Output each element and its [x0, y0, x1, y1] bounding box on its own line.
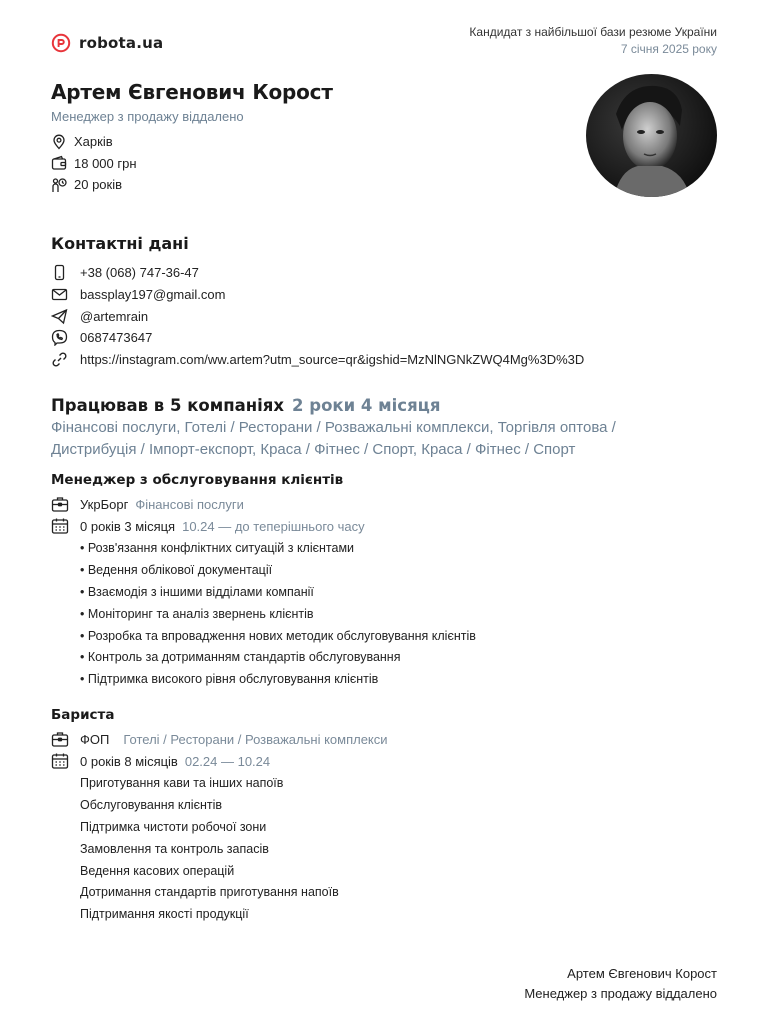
task-item: • Підтримка високого рівня обслуговування клієнтів	[80, 672, 379, 687]
job-company-row	[51, 730, 388, 748]
brand-logo[interactable]	[51, 33, 163, 53]
contacts-heading: Контактні дані	[51, 234, 189, 253]
footer-name: Артем Євгенович Корост	[567, 966, 717, 981]
job-company: УкрБорг	[80, 496, 129, 512]
email-text[interactable]: bassplay197@gmail.com	[80, 287, 226, 303]
age-text: 20 років	[74, 177, 123, 193]
task-item: • Моніторинг та аналіз звернень клієнтів	[80, 606, 314, 621]
task-item: Дотримання стандартів приготування напоїв	[80, 885, 339, 900]
briefcase-icon	[51, 730, 69, 748]
experience-duration: 2 роки 4 місяця	[292, 396, 441, 415]
job-tasks	[80, 538, 476, 691]
brand-name: robota.ua	[79, 34, 164, 52]
viber-text[interactable]: 0687473647	[80, 330, 153, 346]
experience-heading	[51, 396, 441, 415]
contact-email[interactable]	[51, 284, 584, 306]
telegram-icon	[51, 308, 68, 325]
job-company: ФОП	[80, 731, 110, 747]
job-company-row	[51, 495, 244, 513]
experience-industries: Фінансові послуги, Готелі / Ресторани / Розважальні комплекси, Торгівля оптова / Дистрибуція / Імпорт-експорт, Краса / Фітнес / Спорт, Краса / Фітнес / Спорт	[51, 419, 616, 458]
header-date: 7 січня 2025 року	[620, 42, 717, 56]
city-row	[51, 131, 137, 153]
viber-icon	[51, 329, 68, 346]
job-dates-row	[51, 752, 270, 770]
briefcase-icon	[51, 495, 69, 513]
footer-position: Менеджер з продажу віддалено	[524, 986, 717, 1001]
job-duration: 0 років 8 місяців	[80, 753, 178, 769]
page-footer	[524, 964, 717, 1004]
task-item: • Розв'язання конфліктних ситуацій з клієнтами	[80, 541, 355, 555]
link-text[interactable]: https://instagram.com/ww.artem?utm_source=qr&igshid=MzNlNGNkZWQ4Mg%3D%3D	[80, 352, 585, 368]
contacts-list	[51, 262, 584, 370]
contact-phone[interactable]	[51, 262, 584, 284]
link-icon	[51, 351, 68, 368]
header-tagline: Кандидат з найбільшої бази резюме України	[469, 25, 717, 39]
task-item: • Ведення облікової документації	[80, 562, 273, 577]
profile-meta	[51, 131, 137, 196]
job-duration: 0 років 3 місяця	[80, 518, 176, 534]
job-title: Менеджер з обслуговування клієнтів	[51, 472, 344, 488]
contact-telegram[interactable]	[51, 305, 584, 327]
job-dates-row	[51, 517, 365, 535]
calendar-icon	[51, 517, 69, 535]
age-icon	[51, 177, 67, 193]
task-item: • Взаємодія з іншими відділами компанії	[80, 584, 314, 599]
wallet-icon	[51, 155, 67, 171]
task-item: Замовлення та контроль запасів	[80, 841, 269, 856]
job-title: Бариста	[51, 707, 115, 723]
job-tasks	[80, 773, 339, 926]
job-industry: Готелі / Ресторани / Розважальні комплекси	[123, 731, 388, 747]
task-item: • Контроль за дотриманням стандартів обслуговування	[80, 650, 401, 665]
contact-viber[interactable]	[51, 327, 584, 349]
avatar-photo	[586, 74, 717, 197]
salary-text: 18 000 грн	[74, 155, 137, 171]
task-item: Підтримання якості продукції	[80, 907, 249, 922]
salary-row	[51, 153, 137, 175]
experience-summary: Працював в 5 компаніях	[51, 396, 285, 415]
calendar-icon	[51, 752, 69, 770]
avatar	[586, 74, 717, 197]
phone-text[interactable]: +38 (068) 747-36-47	[80, 265, 199, 281]
candidate-position: Менеджер з продажу віддалено	[51, 109, 244, 124]
mail-icon	[51, 286, 68, 303]
header-info	[469, 24, 717, 58]
task-item: Приготування кави та інших напоїв	[80, 776, 284, 790]
robota-logo-icon	[51, 33, 71, 53]
age-row	[51, 174, 137, 196]
job-industry: Фінансові послуги	[135, 496, 244, 512]
task-item: Підтримка чистоти робочої зони	[80, 819, 267, 834]
job-period: 02.24 — 10.24	[184, 753, 271, 769]
task-item: • Розробка та впровадження нових методик обслуговування клієнтів	[80, 628, 476, 643]
task-item: Ведення касових операцій	[80, 863, 235, 878]
task-item: Обслуговування клієнтів	[80, 797, 222, 812]
phone-icon	[51, 264, 68, 281]
job-period: 10.24 — до теперішнього часу	[182, 518, 365, 534]
candidate-name: Артем Євгенович Корост	[51, 80, 333, 104]
contact-link[interactable]	[51, 349, 584, 371]
location-pin-icon	[51, 134, 67, 150]
telegram-text[interactable]: @artemrain	[80, 308, 149, 324]
city-text: Харків	[74, 134, 113, 150]
